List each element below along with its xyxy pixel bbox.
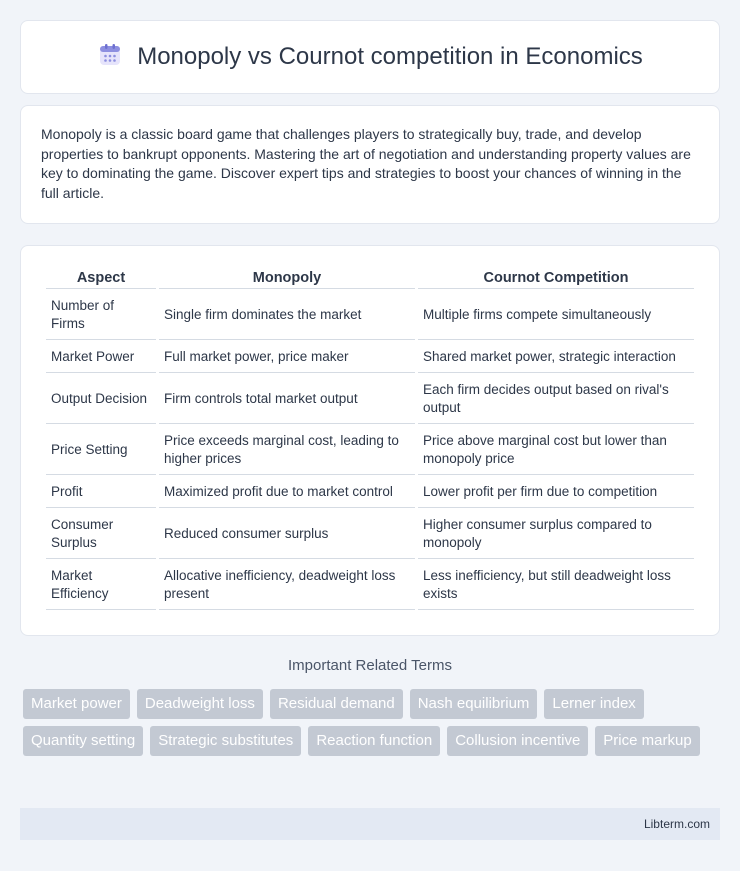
term-tag[interactable]: Quantity setting [23,726,143,756]
table-header-row [46,266,694,289]
header-card [20,20,720,94]
header-aspect: Aspect [46,266,156,289]
term-tag[interactable]: Residual demand [270,689,403,719]
table-row [46,375,694,424]
related-terms-heading: Important Related Terms [288,657,452,674]
cell-monopoly: Allocative inefficiency, deadweight loss present [159,561,415,610]
table-row [46,342,694,373]
term-tag[interactable]: Reaction function [308,726,440,756]
footer-site-link[interactable]: Libterm.com [643,817,710,831]
term-tag[interactable]: Lerner index [544,689,643,719]
cell-aspect: Market Efficiency [46,561,156,610]
term-tag[interactable]: Market power [23,689,130,719]
page-title: Monopoly vs Cournot competition in Economics [137,43,643,70]
cell-aspect: Output Decision [46,375,156,424]
intro-text: Monopoly is a classic board game that challenges players to strategically buy, trade, and develop properties to bankrupt opponents. Mastering the art of negotiation and understanding property values are key to dominating the game. Discover expert tips and strategies to boost your chances of winning in the full article. [41,126,691,201]
term-tag[interactable]: Strategic substitutes [150,726,301,756]
comparison-table [43,264,697,612]
cell-cournot: Each firm decides output based on rival's output [418,375,694,424]
cell-cournot: Lower profit per firm due to competition [418,477,694,508]
cell-cournot: Higher consumer surplus compared to monopoly [418,510,694,559]
cell-aspect: Profit [46,477,156,508]
table-row [46,477,694,508]
table-row [46,291,694,340]
related-terms-list [23,689,703,756]
cell-monopoly: Single firm dominates the market [159,291,415,340]
cell-cournot: Price above marginal cost but lower than monopoly price [418,426,694,475]
term-tag[interactable]: Collusion incentive [447,726,588,756]
cell-monopoly: Firm controls total market output [159,375,415,424]
table-row [46,561,694,610]
cell-monopoly: Full market power, price maker [159,342,415,373]
cell-cournot: Shared market power, strategic interaction [418,342,694,373]
term-tag[interactable]: Nash equilibrium [410,689,538,719]
comparison-card [20,245,720,636]
footer [20,808,720,840]
header [97,42,643,73]
cell-aspect: Consumer Surplus [46,510,156,559]
intro-card [20,105,720,224]
term-tag[interactable]: Deadweight loss [137,689,263,719]
cell-aspect: Market Power [46,342,156,373]
calendar-icon [97,42,123,73]
cell-cournot: Less inefficiency, but still deadweight loss exists [418,561,694,610]
cell-monopoly: Reduced consumer surplus [159,510,415,559]
term-tag[interactable]: Price markup [595,726,699,756]
cell-monopoly: Maximized profit due to market control [159,477,415,508]
cell-cournot: Multiple firms compete simultaneously [418,291,694,340]
cell-aspect: Number of Firms [46,291,156,340]
table-row [46,510,694,559]
cell-aspect: Price Setting [46,426,156,475]
header-monopoly: Monopoly [159,266,415,289]
table-row [46,426,694,475]
header-cournot: Cournot Competition [418,266,694,289]
cell-monopoly: Price exceeds marginal cost, leading to higher prices [159,426,415,475]
